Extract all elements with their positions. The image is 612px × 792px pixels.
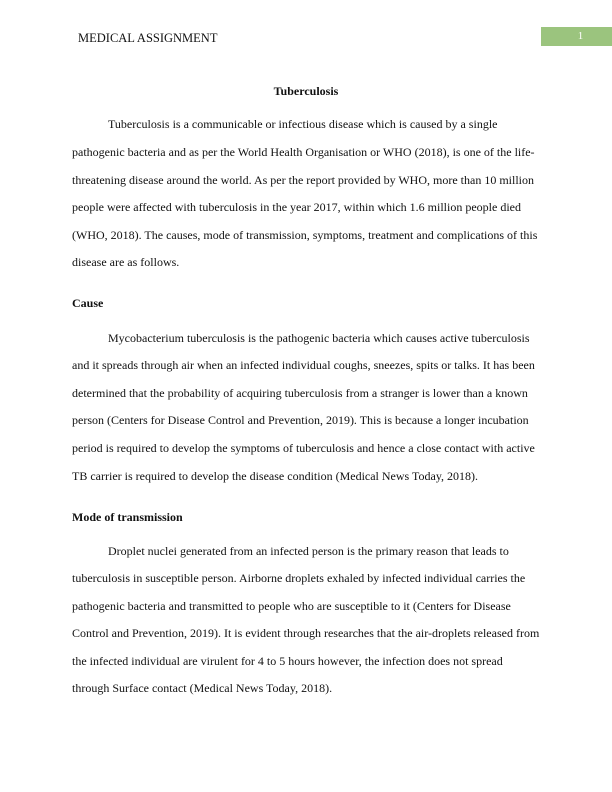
paragraph-line: person (Centers for Disease Control and Prevention, 2019). This is because a longer incubation <box>72 413 529 427</box>
paragraph-line: through Surface contact (Medical News Today, 2018). <box>72 681 333 695</box>
paragraph-line: Mycobacterium tuberculosis is the pathogenic bacteria which causes active tuberculosis <box>108 331 530 345</box>
paragraph-line: period is required to develop the symptoms of tuberculosis and hence a close contact with active <box>72 441 535 455</box>
paragraph-line: tuberculosis in susceptible person. Airborne droplets exhaled by infected individual carries the <box>72 571 526 585</box>
paragraph-line: determined that the probability of acquiring tuberculosis from a stranger is lower than a known <box>72 386 528 400</box>
section-heading-mode-of-transmission: Mode of transmission <box>72 510 183 524</box>
page-number-box <box>541 27 612 46</box>
paragraph-line: the infected individual are virulent for 4 to 5 hours however, the infection does not spread <box>72 654 503 668</box>
paragraph-line: Control and Prevention, 2019). It is evident through researches that the air-droplets released from <box>72 626 540 640</box>
paragraph-line: threatening disease around the world. As per the report provided by WHO, more than 10 million <box>72 173 534 187</box>
paragraph-line: people were affected with tuberculosis in the year 2017, within which 1.6 million people died <box>72 200 521 214</box>
paragraph-line: pathogenic bacteria and as per the World Health Organisation or WHO (2018), is one of the life- <box>72 145 535 159</box>
running-head: MEDICAL ASSIGNMENT <box>78 31 218 45</box>
section-heading-cause: Cause <box>72 296 104 310</box>
paragraph-line: (WHO, 2018). The causes, mode of transmission, symptoms, treatment and complications of this <box>72 228 538 242</box>
paragraph-line: and it spreads through air when an infected individual coughs, sneezes, spits or talks. It has been <box>72 358 535 372</box>
paragraph-line: pathogenic bacteria and transmitted to people who are susceptible to it (Centers for Disease <box>72 599 511 613</box>
page-number: 1 <box>577 30 584 42</box>
paragraph-line: TB carrier is required to develop the disease condition (Medical News Today, 2018). <box>72 469 479 483</box>
paragraph-line: disease are as follows. <box>72 255 180 269</box>
document-title: Tuberculosis <box>273 84 339 98</box>
paragraph-line: Tuberculosis is a communicable or infectious disease which is caused by a single <box>108 117 498 131</box>
paragraph-line: Droplet nuclei generated from an infected person is the primary reason that leads to <box>108 544 509 558</box>
